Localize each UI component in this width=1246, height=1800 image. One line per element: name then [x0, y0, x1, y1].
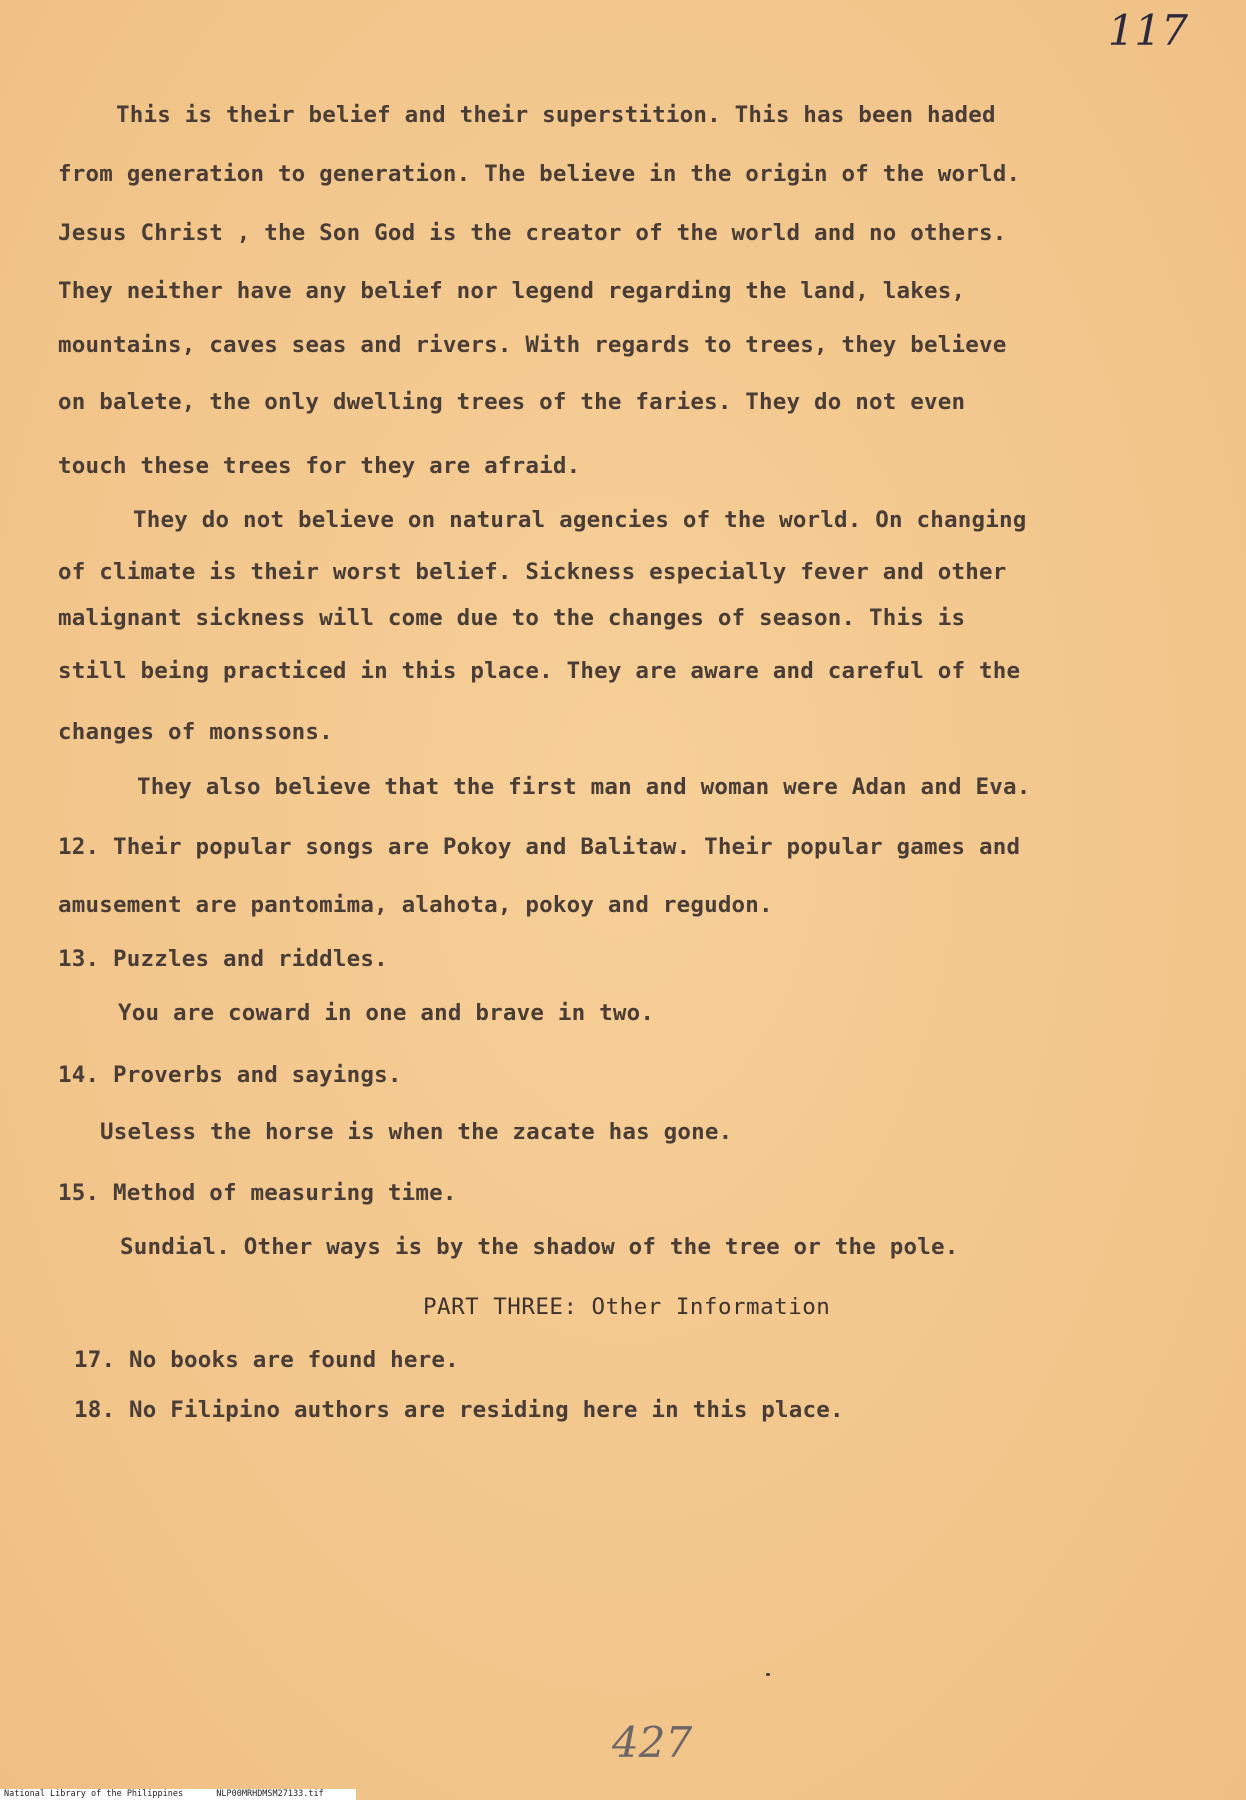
item-17: 17. No books are found here.: [74, 1347, 459, 1373]
text-line-21: Sundial. Other ways is by the shadow of the tree or the pole.: [120, 1234, 959, 1260]
text-line-2: from generation to generation. The believe in the origin of the world.: [58, 161, 1021, 187]
stamp-number: 427: [612, 1718, 693, 1767]
footer-library: National Library of the Philippines: [4, 1789, 184, 1799]
text-line-4: They neither have any belief nor legend regarding the land, lakes,: [58, 278, 966, 304]
text-line-14: 12. Their popular songs are Pokoy and Balitaw. Their popular games and: [58, 834, 1021, 860]
scan-footer: [0, 1789, 356, 1800]
ink-speck: [766, 1673, 770, 1676]
text-line-16: 13. Puzzles and riddles.: [58, 946, 388, 972]
text-line-20: 15. Method of measuring time.: [58, 1180, 457, 1206]
text-line-18: 14. Proverbs and sayings.: [58, 1062, 402, 1088]
text-line-12: changes of monssons.: [58, 719, 333, 745]
text-line-8: They do not believe on natural agencies of the world. On changing: [133, 507, 1027, 533]
page-number: 117: [1107, 6, 1188, 55]
text-line-5: mountains, caves seas and rivers. With regards to trees, they believe: [58, 332, 1007, 358]
text-line-3: Jesus Christ , the Son God is the creator of the world and no others.: [58, 220, 1007, 246]
text-line-13: They also believe that the first man and woman were Adan and Eva.: [137, 774, 1031, 800]
text-line-17: You are coward in one and brave in two.: [118, 1000, 655, 1026]
section-heading: PART THREE: Other Information: [423, 1294, 831, 1320]
item-18: 18. No Filipino authors are residing here in this place.: [74, 1397, 844, 1423]
text-line-19: Useless the horse is when the zacate has gone.: [100, 1119, 733, 1145]
text-line-11: still being practiced in this place. They are aware and careful of the: [58, 658, 1021, 684]
text-line-7: touch these trees for they are afraid.: [58, 453, 581, 479]
text-line-15: amusement are pantomima, alahota, pokoy and regudon.: [58, 892, 773, 918]
text-line-10: malignant sickness will come due to the changes of season. This is: [58, 605, 966, 631]
text-line-9: of climate is their worst belief. Sickness especially fever and other: [58, 559, 1007, 585]
footer-file: NLP00MRHDMSM27133.tif: [216, 1789, 324, 1799]
text-line-1: This is their belief and their superstition. This has been haded: [116, 102, 996, 128]
text-line-6: on balete, the only dwelling trees of the faries. They do not even: [58, 389, 966, 415]
